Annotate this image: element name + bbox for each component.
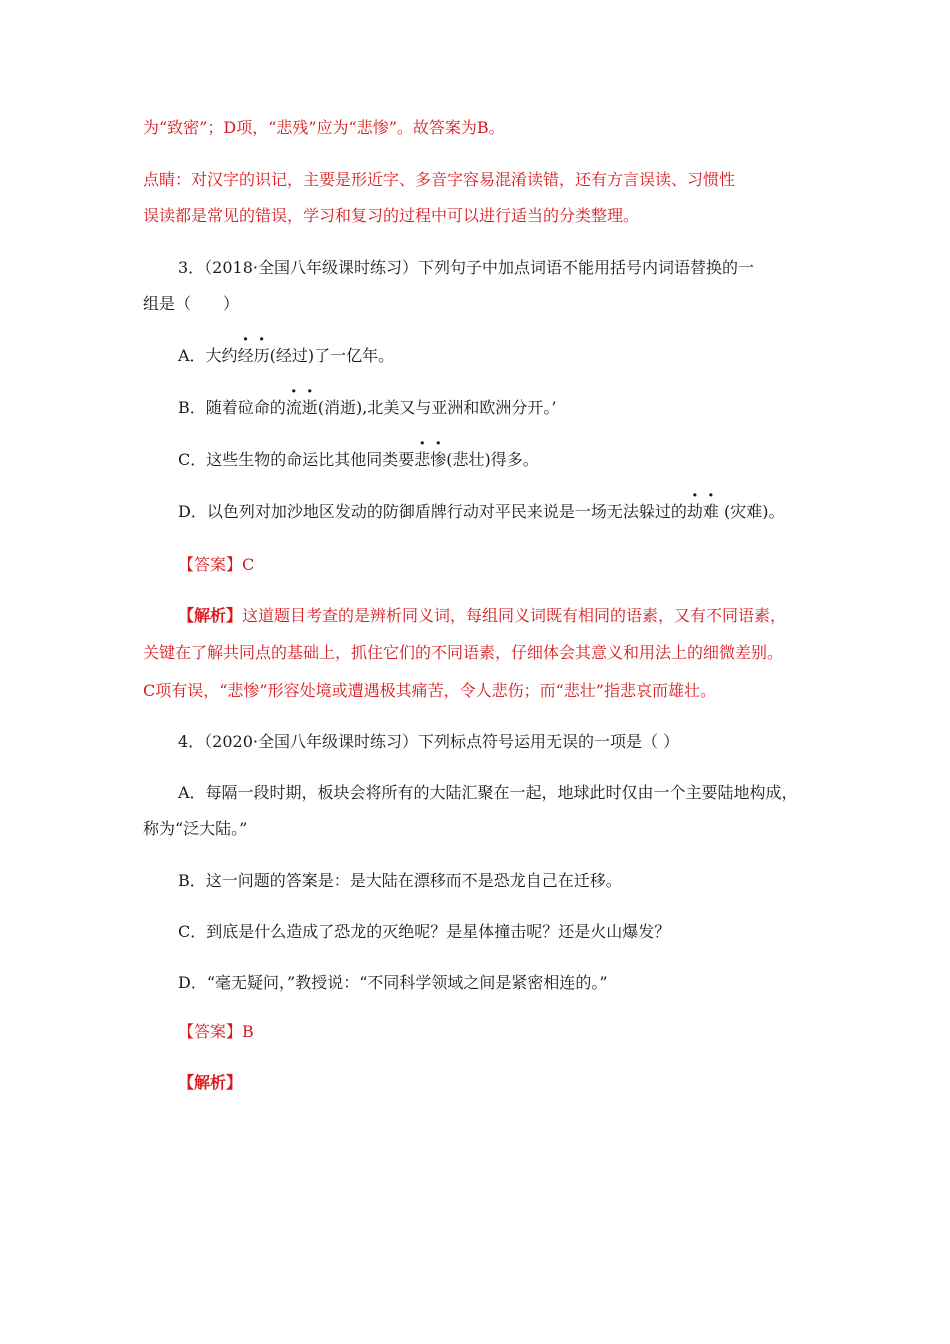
emphasis-dot-char: 难 [702,502,719,521]
q4-analysis-label: 【解析】 [178,1073,243,1092]
q3-analysis-line-2: 关键在了解共同点的基础上，抓住它们的不同语素，仔细体会其意义和用法上的细微差别。 [143,643,784,662]
analysis-label: 【解析】 [178,606,243,625]
tip-line-1: 点睛：对汉字的识记，主要是形近字、多音字容易混淆读错，还有方言误读、习惯性 [143,170,736,189]
q4-option-a-line-2: 称为“泛大陆。” [143,819,248,838]
q3-option-b: B．随着砬命的流逝(消逝),北美又与亚洲和欧洲分开。’ [178,398,557,417]
emphasis-dot-char: 逝 [301,398,318,417]
q4-option-b: B．这一问题的答案是：是大陆在漂移而不是恐龙自己在迁移。 [178,871,622,890]
q4-stem: 4．（2020·全国八年级课时练习）下列标点符号运用无误的一项是（ ） [178,732,680,751]
previous-answer-tail: 为“致密”；D项，“悲残”应为“悲惨”。故答案为B。 [143,118,505,137]
emphasis-dot-char: 悲 [414,450,431,469]
q4-answer: 【答案】B [178,1022,254,1041]
q4-option-d: D．“毫无疑问，”教授说：“不同科学领域之间是紧密相连的。” [178,973,608,992]
q3-option-d: D．以色列对加沙地区发动的防御盾牌行动对平民来说是一场无法躲过的劫难 (灾难)。 [178,502,785,521]
emphasis-dot-char: 惨 [430,450,447,469]
q3-analysis-line-1: 【解析】这道题目考查的是辨析同义词，每组同义词既有相同的语素，又有不同语素， [178,606,787,625]
tip-line-2: 误读都是常见的错误，学习和复习的过程中可以进行适当的分类整理。 [143,206,640,225]
q4-option-a-line-1: A．每隔一段时期，板块会将所有的大陆汇聚在一起，地球此时仅由一个主要陆地构成， [178,783,798,802]
emphasis-dot-char: 流 [285,398,302,417]
q3-option-c: C．这些生物的命运比其他同类要悲惨(悲壮)得多。 [178,450,539,469]
emphasis-dot-char: 历 [253,346,270,365]
emphasis-dot-char: 劫 [686,502,703,521]
q3-option-a: A．大约经历(经过)了一亿年。 [178,346,395,365]
q3-answer: 【答案】C [178,555,255,574]
q3-stem-line-2: 组是（ ） [143,294,240,313]
q3-stem-line-1: 3．（2018·全国八年级课时练习）下列句子中加点词语不能用括号内词语替换的一 [178,258,754,277]
q4-option-c: C．到底是什么造成了恐龙的灭绝呢？是星体撞击呢？还是火山爆发？ [178,922,671,941]
q3-analysis-line-3: C项有误，“悲惨”形容处境或遭遇极其痛苦，令人悲伤；而“悲壮”指悲哀而雄壮。 [143,681,716,700]
emphasis-dot-char: 经 [237,346,254,365]
